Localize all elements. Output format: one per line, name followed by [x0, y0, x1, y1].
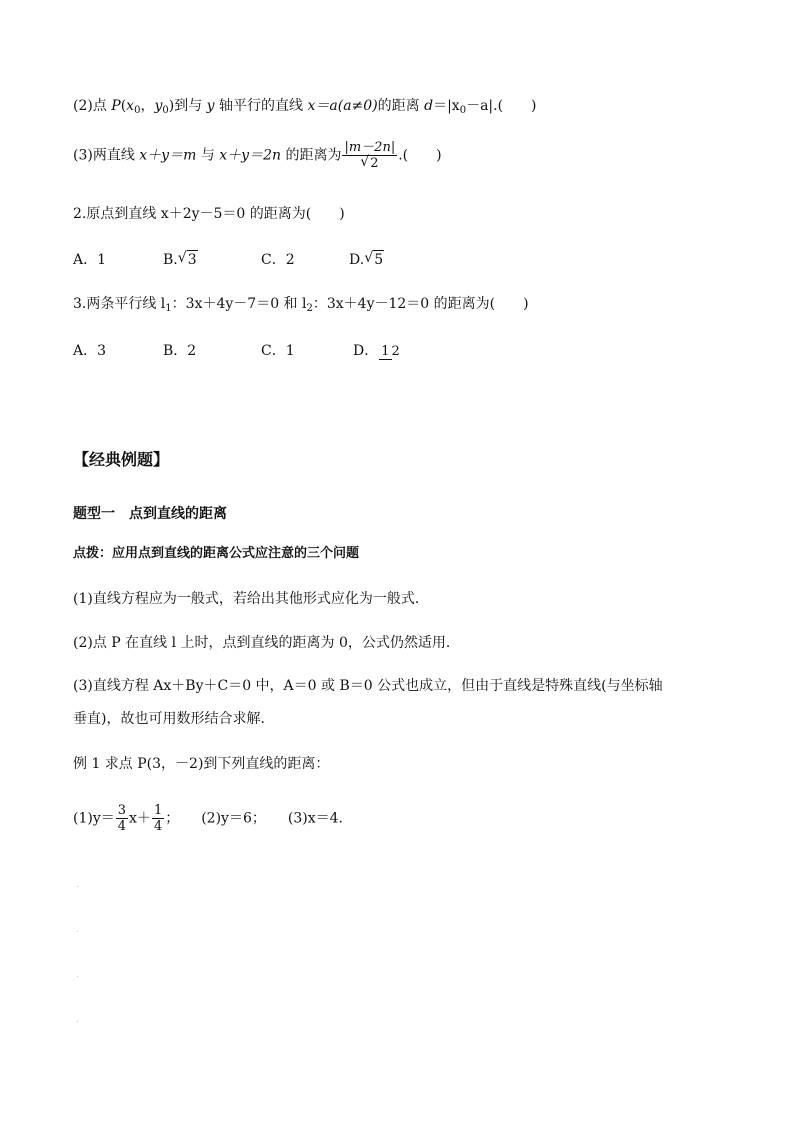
p3-sub2: 2	[306, 303, 313, 314]
tip-3-line-1: (3)直线方程 Ax＋By＋C＝0 中，A＝0 或 B＝0 公式也成立，但由于直线是特殊直线(与坐标轴	[73, 678, 663, 694]
question-3-statement	[73, 140, 442, 171]
q2-formula: ＝|x	[433, 98, 460, 114]
q3-dist-label: 的距离为	[281, 147, 342, 164]
p2-option-c[interactable]: C．2	[261, 252, 295, 268]
p2-option-a[interactable]: A．1	[73, 252, 107, 268]
tip-1: (1)直线方程应为一般式，若给出其他形式应化为一般式．	[73, 591, 429, 607]
q3-fraction-denominator	[342, 156, 397, 171]
p2-option-d-radicand: 5	[374, 252, 384, 268]
ex1-part3: (3)x＝4.	[287, 810, 343, 827]
q2-y-axis: y	[206, 98, 215, 114]
ex1-fraction-1-numerator: 3	[117, 803, 127, 818]
ex1-fraction-2-denominator: 4	[153, 819, 163, 834]
ex1-fraction-1	[116, 803, 128, 834]
p2-option-d[interactable]	[349, 250, 384, 269]
ex1-fraction-2-numerator: 1	[153, 803, 163, 818]
problem-2-stem: 2.原点到直线 x＋2y－5＝0 的距离为( )	[73, 206, 345, 222]
p3-option-d-label: D．	[353, 343, 379, 359]
p3-option-d-numerator: 1	[381, 344, 390, 359]
q2-formula-sub: 0	[459, 105, 467, 116]
q2-formula-end: －a|.( )	[466, 98, 537, 114]
sqrt-icon: √ 5	[364, 250, 384, 268]
q3-suffix: .( )	[398, 147, 442, 164]
paragraph-mark: .	[76, 925, 79, 935]
ex1-fraction-1-denominator: 4	[117, 819, 127, 834]
sqrt-icon: √ 3	[177, 250, 197, 268]
paragraph-mark: .	[76, 970, 79, 980]
problem-3-stem	[73, 295, 529, 318]
q3-prefix: (3)两直线	[73, 147, 140, 164]
p3-option-d-fraction	[379, 342, 400, 360]
p3-sub1: 1	[165, 303, 172, 314]
section-title: 【经典例题】	[73, 450, 170, 469]
paragraph-mark: .	[76, 880, 79, 890]
p3-stem-b: ：3x＋4y－7＝0 和 l	[171, 296, 307, 312]
q2-paren-close: )到与	[168, 98, 207, 114]
q2-x0: x	[126, 98, 135, 114]
q2-prefix: (2)点	[73, 98, 112, 114]
tip-3-line-2: 垂直)，故也可用数形结合求解．	[73, 711, 275, 727]
sqrt-icon: √ 2	[360, 154, 379, 171]
q2-mid: 轴平行的直线	[214, 98, 308, 114]
q2-y0-sub: 0	[162, 105, 169, 116]
p3-option-a[interactable]: A．3	[73, 343, 107, 359]
q2-point-label: P	[111, 98, 121, 114]
question-2-statement	[73, 97, 537, 120]
problem-2-options	[73, 250, 384, 269]
ex1-part1-end: ；	[165, 810, 180, 827]
ex1-fraction-2	[152, 803, 164, 834]
ex1-part2: (2)y＝6；	[201, 810, 266, 827]
q3-fraction-numerator: |m－2n|	[344, 140, 396, 155]
problem-3-options	[73, 342, 401, 360]
q2-x0-sub: 0	[134, 105, 141, 116]
q3-line-1: x＋y＝m	[139, 147, 197, 164]
example-1: 例 1 求点 P(3，－2)到下列直线的距离：	[73, 756, 330, 772]
q3-line-2: x＋y＝2n	[219, 147, 282, 164]
ex1-part1-prefix: (1)y＝	[73, 810, 115, 827]
p3-option-b[interactable]: B．2	[163, 343, 197, 359]
q2-line-equation: x＝a(a≠0)	[307, 98, 378, 114]
q3-fraction	[342, 140, 397, 171]
p2-option-d-label: D.	[349, 252, 365, 268]
p2-option-b-radicand: 3	[187, 252, 197, 268]
tip-2: (2)点 P 在直线 l 上时，点到直线的距离为 0，公式仍然适用．	[73, 635, 460, 651]
q3-radicand: 2	[370, 156, 379, 171]
p3-option-d[interactable]	[353, 342, 401, 360]
q2-y0: y	[154, 98, 163, 114]
q2-comma: ，	[140, 98, 155, 114]
p2-option-b[interactable]	[163, 250, 261, 269]
type-1-title: 题型一 点到直线的距离	[73, 506, 227, 522]
p3-stem-c: ：3x＋4y－12＝0 的距离为( )	[312, 296, 529, 312]
example-1-parts	[73, 803, 343, 834]
q3-mid: 与	[196, 147, 220, 164]
q2-paren-open: (	[120, 98, 127, 114]
ex1-part1-mid: x＋	[129, 810, 151, 827]
q2-d: d	[424, 98, 434, 114]
tip-title: 点拨：应用点到直线的距离公式应注意的三个问题	[73, 546, 360, 561]
p3-option-c[interactable]: C．1	[261, 343, 295, 359]
q2-dist-label: 的距离	[377, 98, 425, 114]
p2-option-b-label: B.	[163, 252, 178, 268]
p3-stem-a: 3.两条平行线 l	[73, 296, 166, 312]
paragraph-mark: .	[76, 1015, 79, 1025]
p3-option-d-denominator: 2	[391, 344, 400, 359]
